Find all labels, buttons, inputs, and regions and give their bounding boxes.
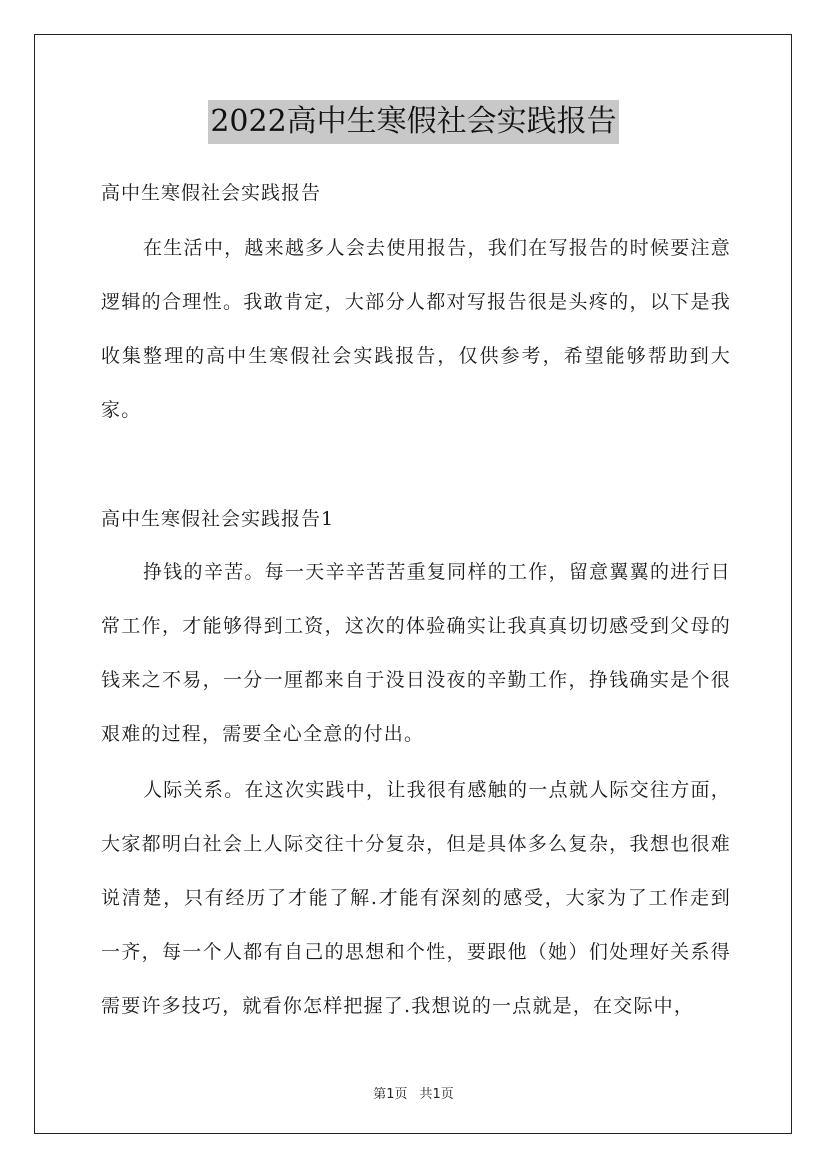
page-total: 共1页 [419, 1087, 454, 1102]
page-number: 第1页 [373, 1087, 408, 1102]
body-paragraph-1-container [101, 545, 731, 761]
section-heading: 高中生寒假社会实践报告1 [101, 508, 335, 530]
body-paragraph-2-container [101, 763, 731, 1033]
intro-section [101, 221, 731, 437]
page-footer [0, 1083, 827, 1102]
document-title: 2022高中生寒假社会实践报告 [208, 100, 618, 144]
body-paragraph: 挣钱的辛苦。每一天辛辛苦苦重复同样的工作，留意翼翼的进行日常工作，才能够得到工资，这次的体验确实让我真真切切感受到父母的钱来之不易，一分一厘都来自于没日没夜的辛勤工作，挣钱确实是个很艰难的过程，需要全心全意的付出。 [101, 561, 731, 745]
intro-paragraph: 在生活中，越来越多人会去使用报告，我们在写报告的时候要注意逻辑的合理性。我敢肯定，大部分人都对写报告很是头疼的，以下是我收集整理的高中生寒假社会实践报告，仅供参考，希望能够帮助到大家。 [101, 237, 731, 421]
body-paragraph: 人际关系。在这次实践中，让我很有感触的一点就人际交往方面，大家都明白社会上人际交往十分复杂，但是具体多么复杂，我想也很难说清楚，只有经历了才能了解.才能有深刻的感受，大家为了工作走到一齐，每一个人都有自己的思想和个性，要跟他（她）们处理好关系得需要许多技巧，就看你怎样把握了.我想说的一点就是，在交际中， [101, 779, 731, 1017]
document-title-container [0, 100, 827, 144]
document-subtitle: 高中生寒假社会实践报告 [101, 182, 322, 204]
